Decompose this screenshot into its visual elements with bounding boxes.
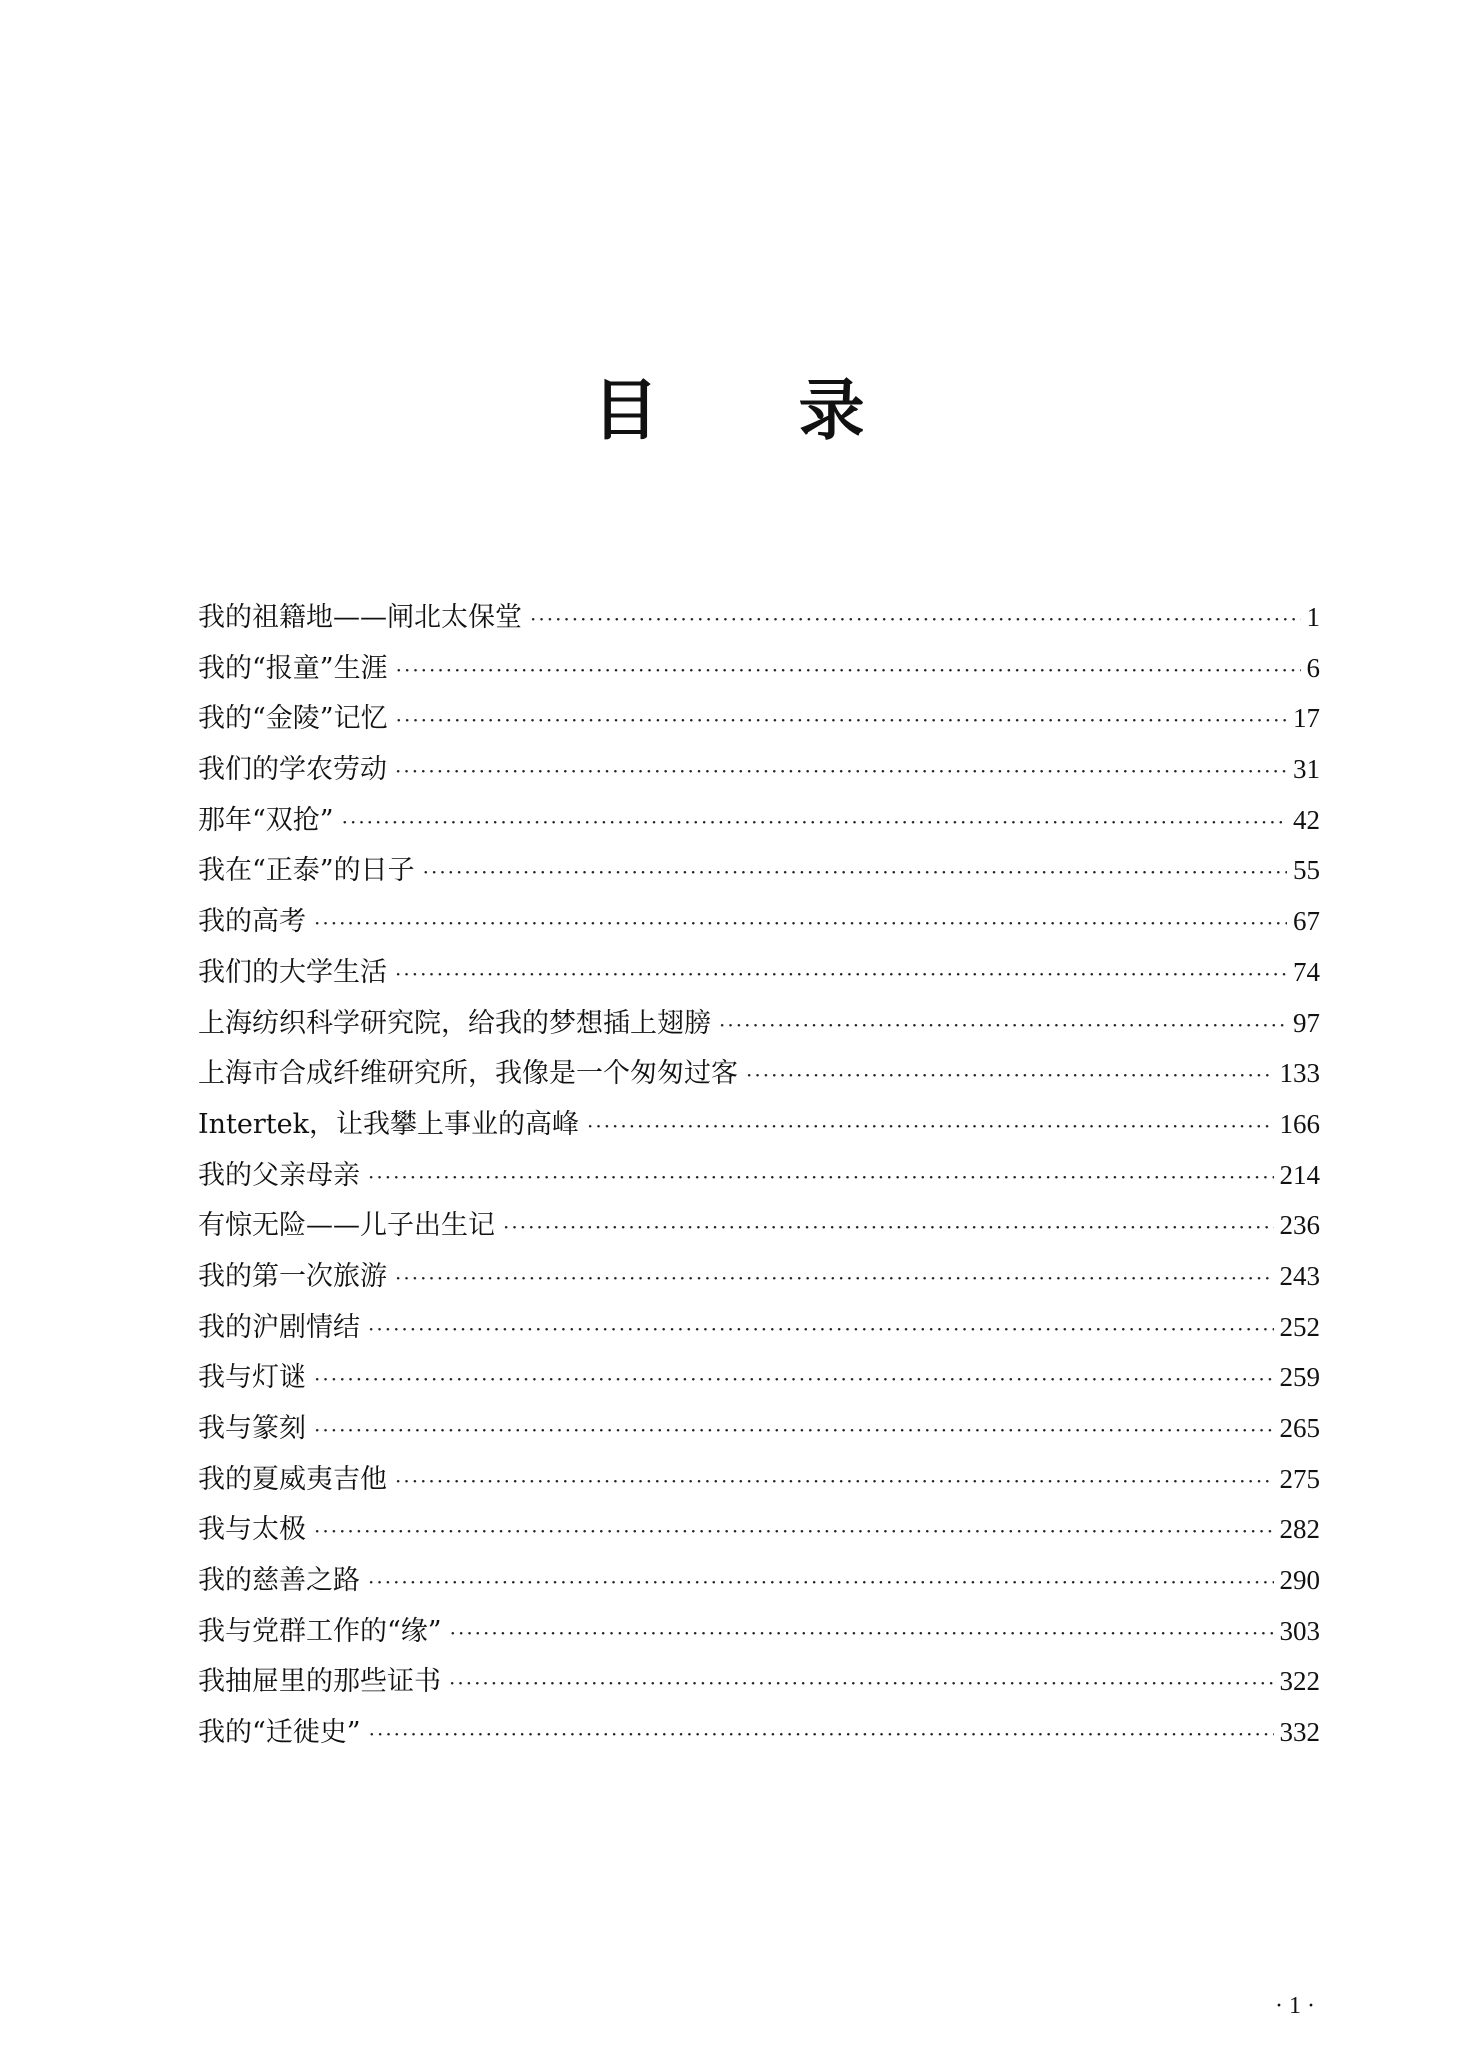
toc-entry[interactable]: [198, 744, 1320, 795]
toc-dot-leader: [314, 1506, 1274, 1556]
toc-entry-page: 31: [1293, 754, 1320, 785]
toc-dot-leader: [314, 1405, 1274, 1455]
toc-entry-title: 我抽屉里的那些证书: [198, 1666, 441, 1698]
toc-dot-leader: [368, 1152, 1274, 1202]
toc-entry[interactable]: [198, 947, 1320, 998]
toc-entry[interactable]: [198, 1555, 1320, 1606]
toc-entry-title: 我的祖籍地——闸北太保堂: [198, 602, 522, 633]
toc-dot-leader: [530, 594, 1301, 644]
toc-entry[interactable]: [198, 1048, 1320, 1099]
toc-entry-page: 214: [1279, 1159, 1320, 1190]
toc-entry-page: 133: [1279, 1058, 1320, 1089]
toc-entry[interactable]: [198, 1403, 1320, 1454]
toc-dot-leader: [449, 1658, 1274, 1708]
toc-dot-leader: [369, 1709, 1274, 1759]
page-number: · 1 ·: [1275, 1993, 1315, 2019]
toc-entry-title: 我的沪剧情结: [198, 1311, 360, 1343]
toc-entry-page: 275: [1279, 1463, 1320, 1494]
toc-dot-leader: [342, 797, 1287, 847]
toc-entry-title: 我们的大学生活: [198, 956, 387, 988]
toc-dot-leader: [368, 1304, 1274, 1354]
toc-entry-page: 243: [1279, 1260, 1320, 1291]
toc-entry-title: 我的“金陵”记忆: [198, 703, 388, 735]
toc-entry-page: 282: [1279, 1514, 1320, 1545]
toc-entry-title: 上海纺织科学研究院，给我的梦想插上翅膀: [198, 1007, 711, 1039]
toc-entry-title: 我与党群工作的“缘”: [198, 1615, 442, 1647]
toc-entry-title: 我与太极: [198, 1514, 306, 1546]
toc-dot-leader: [368, 1557, 1274, 1607]
toc-dot-leader: [314, 898, 1287, 948]
toc-entry[interactable]: [198, 1656, 1320, 1707]
toc-entry-title: 我的慈善之路: [198, 1565, 360, 1597]
toc-entry[interactable]: [198, 1504, 1320, 1555]
toc-dot-leader: [503, 1202, 1274, 1252]
toc-entry[interactable]: [198, 845, 1320, 896]
toc-entry[interactable]: [198, 1302, 1320, 1353]
toc-entry[interactable]: [198, 1707, 1320, 1758]
toc-entry-title: 我的“报童”生涯: [198, 652, 388, 684]
toc-dot-leader: [395, 746, 1287, 796]
toc-entry-page: 290: [1279, 1565, 1320, 1596]
toc-dot-leader: [395, 1253, 1274, 1303]
toc-entry-page: 252: [1279, 1311, 1320, 1342]
toc-dot-leader: [396, 645, 1301, 695]
toc-entry[interactable]: [198, 1200, 1320, 1251]
toc-entry[interactable]: [198, 1352, 1320, 1403]
toc-entry-page: 74: [1293, 956, 1320, 987]
toc-entry-page: 322: [1279, 1666, 1320, 1697]
toc-entry[interactable]: [198, 693, 1320, 744]
toc-dot-leader: [395, 1456, 1274, 1506]
toc-entry-title: 有惊无险——儿子出生记: [198, 1210, 495, 1242]
toc-entry-page: 265: [1279, 1413, 1320, 1443]
toc-entry-title: 我们的学农劳动: [198, 754, 387, 786]
toc-dot-leader: [395, 949, 1287, 999]
toc-entry[interactable]: [198, 1251, 1320, 1302]
table-of-contents: [198, 592, 1320, 1758]
toc-entry[interactable]: [198, 1150, 1320, 1201]
toc-dot-leader: [314, 1354, 1274, 1404]
toc-entry-title: 我的父亲母亲: [198, 1159, 360, 1191]
toc-entry-title: 我的高考: [198, 906, 306, 938]
toc-entry[interactable]: [198, 1606, 1320, 1657]
toc-entry-page: 303: [1279, 1615, 1320, 1646]
toc-entry-page: 6: [1306, 652, 1320, 683]
toc-entry-page: 332: [1279, 1717, 1320, 1748]
toc-entry-page: 55: [1293, 855, 1320, 886]
toc-entry-title: 我与篆刻: [198, 1413, 306, 1444]
toc-entry[interactable]: [198, 998, 1320, 1049]
toc-dot-leader: [587, 1101, 1274, 1151]
toc-dot-leader: [396, 695, 1287, 745]
toc-entry-title: 上海市合成纤维研究所，我像是一个匆匆过客: [198, 1058, 738, 1090]
toc-entry[interactable]: [198, 592, 1320, 643]
toc-entry-page: 67: [1293, 906, 1320, 937]
toc-entry-title: 我的第一次旅游: [198, 1260, 387, 1292]
toc-entry-page: 42: [1293, 804, 1320, 835]
toc-entry-page: 1: [1306, 602, 1320, 632]
toc-entry-page: 97: [1293, 1007, 1320, 1038]
toc-dot-leader: [719, 1000, 1287, 1050]
toc-entry[interactable]: [198, 643, 1320, 694]
toc-entry[interactable]: [198, 896, 1320, 947]
toc-entry-page: 17: [1293, 703, 1320, 734]
toc-entry-title: 那年“双抢”: [198, 804, 334, 836]
toc-entry-page: 236: [1279, 1210, 1320, 1241]
toc-entry[interactable]: [198, 1454, 1320, 1505]
toc-entry-page: 259: [1279, 1362, 1320, 1393]
toc-entry[interactable]: [198, 1099, 1320, 1150]
toc-entry-title: 我在“正泰”的日子: [198, 855, 415, 887]
toc-dot-leader: [450, 1608, 1274, 1658]
toc-entry-page: 166: [1279, 1108, 1320, 1139]
toc-entry-title: Intertek，让我攀上事业的高峰: [198, 1108, 579, 1140]
page-title: 目录: [592, 371, 1005, 449]
toc-entry-title: 我与灯谜: [198, 1362, 306, 1394]
toc-entry-title: 我的夏威夷吉他: [198, 1463, 387, 1495]
toc-dot-leader: [746, 1050, 1274, 1100]
toc-dot-leader: [423, 847, 1287, 897]
toc-entry-title: 我的“迁徙史”: [198, 1717, 361, 1749]
toc-entry[interactable]: [198, 795, 1320, 846]
